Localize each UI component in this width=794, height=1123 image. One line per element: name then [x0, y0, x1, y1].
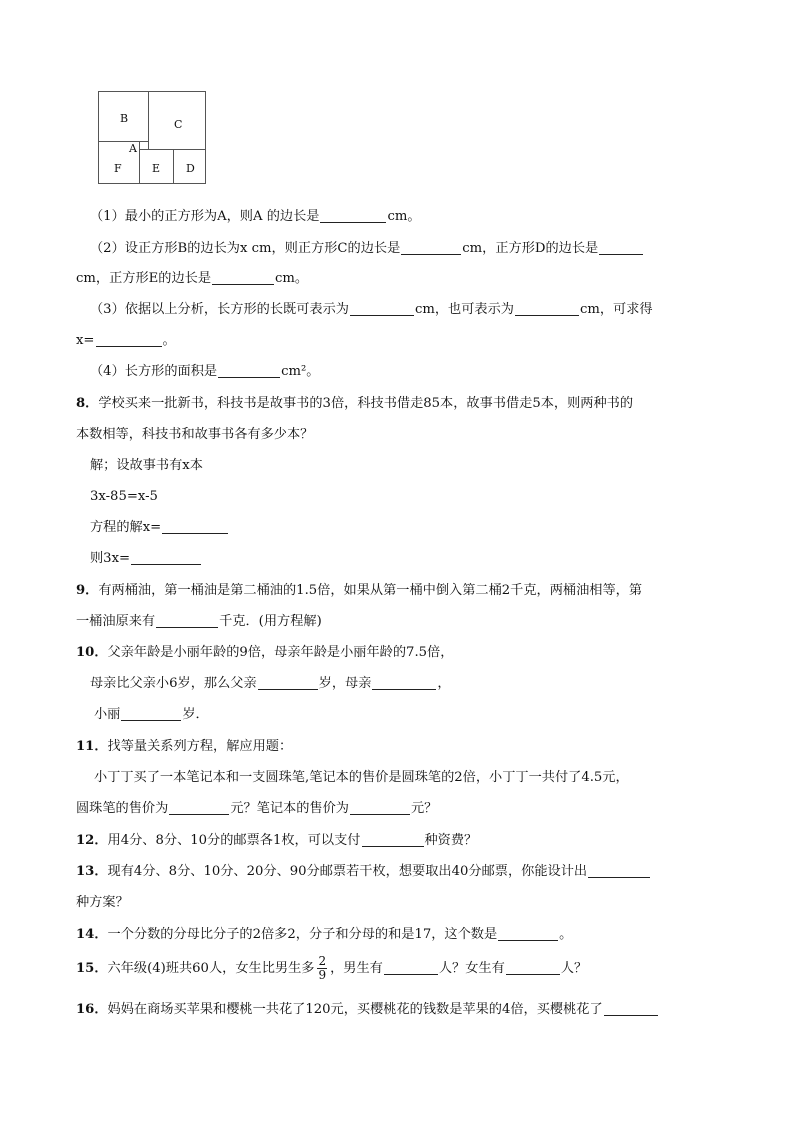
answer-blank[interactable]	[258, 675, 318, 690]
question-13-cont	[76, 894, 129, 912]
label-b: B	[120, 112, 129, 125]
answer-blank[interactable]	[498, 926, 558, 941]
text: 找等量关系列方程，解应用题：	[107, 739, 293, 754]
part-3	[90, 301, 653, 319]
answer-blank[interactable]	[156, 613, 218, 628]
question-8-cont	[76, 426, 313, 444]
text: 元？	[411, 801, 438, 816]
part-1	[90, 208, 421, 226]
text: 。	[559, 927, 573, 942]
label-f: F	[114, 162, 122, 175]
text: 千克．(用方程解)	[219, 614, 322, 629]
text: 母亲比父亲小6岁，那么父亲	[90, 676, 257, 691]
question-8-solution-x	[90, 519, 229, 537]
text: 元？笔记本的售价为	[230, 801, 349, 816]
text: 解；设故事书有x本	[90, 458, 203, 473]
question-9	[76, 582, 642, 600]
answer-blank[interactable]	[169, 800, 229, 815]
label-c: C	[174, 118, 183, 131]
text: 本数相等，科技书和故事书各有多少本？	[76, 427, 314, 442]
text: （1）最小的正方形为A，则A 的边长是	[90, 209, 320, 224]
text: cm。	[387, 209, 421, 224]
text: 岁．	[182, 707, 209, 722]
figure-line	[173, 149, 174, 183]
answer-blank[interactable]	[350, 800, 410, 815]
part-2-cont	[76, 270, 308, 288]
question-10	[76, 644, 453, 662]
question-number: 16．	[76, 1002, 108, 1017]
text: 用4分、8分、10分的邮票各1枚，可以支付	[107, 833, 361, 848]
question-14	[76, 926, 572, 944]
text: ，男生有	[330, 961, 383, 976]
question-number: 12．	[76, 833, 108, 848]
part-2	[90, 240, 644, 258]
answer-blank[interactable]	[401, 240, 461, 255]
answer-blank[interactable]	[506, 960, 560, 975]
answer-blank[interactable]	[384, 960, 438, 975]
text: 有两桶油，第一桶油是第二桶油的1.5倍，如果从第一桶中倒入第二桶2千克，两桶油相等，第	[98, 583, 643, 598]
question-8	[76, 395, 633, 413]
answer-blank[interactable]	[131, 550, 201, 565]
question-16	[76, 1001, 659, 1019]
question-number: 14．	[76, 927, 108, 942]
answer-blank[interactable]	[218, 363, 280, 378]
text: 。	[162, 333, 176, 348]
text: 则3x=	[90, 551, 131, 566]
question-11-cont	[94, 769, 629, 787]
text: 一个分数的分母比分子的2倍多2，分子和分母的和是17，这个数是	[107, 927, 498, 942]
answer-blank[interactable]	[212, 270, 274, 285]
part-3-cont	[76, 332, 176, 350]
part-4	[90, 363, 319, 381]
text: 种资费？	[424, 833, 478, 848]
question-8-equation	[90, 488, 158, 506]
text: 3x-85=x-5	[90, 489, 158, 504]
question-number: 11．	[76, 739, 108, 754]
text: 小丽	[94, 707, 121, 722]
figure-line	[139, 141, 140, 183]
text: 现有4分、8分、10分、20分、90分邮票若干枚，想要取出40分邮票，你能设计出	[107, 864, 588, 879]
fraction	[317, 955, 327, 982]
text: cm，也可表示为	[414, 302, 514, 317]
text: 一桶油原来有	[76, 614, 156, 629]
text: cm。	[275, 271, 309, 286]
question-number: 9．	[76, 583, 99, 598]
text: 人？	[560, 961, 588, 976]
answer-blank[interactable]	[320, 208, 386, 223]
text: cm，正方形D的边长是	[462, 241, 599, 256]
label-e: E	[152, 162, 161, 175]
question-number: 8．	[76, 396, 99, 411]
label-d: D	[186, 162, 195, 175]
text: 妈妈在商场买苹果和樱桃一共花了120元，买樱桃花的钱数是苹果的4倍，买樱桃花了	[107, 1002, 603, 1017]
question-8-solution	[90, 457, 203, 475]
answer-blank[interactable]	[350, 301, 414, 316]
text: cm，正方形E的边长是	[76, 271, 212, 286]
question-12	[76, 832, 477, 850]
question-15	[76, 953, 587, 985]
text: 方程的解x=	[90, 520, 162, 535]
text: cm²。	[281, 364, 320, 379]
question-9-cont	[76, 613, 322, 631]
text: x=	[76, 333, 95, 348]
question-10-cont	[90, 675, 451, 693]
text: （3）依据以上分析，长方形的长既可表示为	[90, 302, 349, 317]
text: （4）长方形的面积是	[90, 364, 218, 379]
answer-blank[interactable]	[372, 675, 436, 690]
text: 岁，母亲	[318, 676, 372, 691]
text: 学校买来一批新书，科技书是故事书的3倍，科技书借走85本，故事书借走5本，则两种书的	[98, 396, 634, 411]
fraction-denominator: 9	[318, 968, 327, 982]
text: 六年级(4)班共60人，女生比男生多	[107, 961, 315, 976]
text: 人？女生有	[438, 961, 505, 976]
answer-blank[interactable]	[362, 832, 424, 847]
question-10-cont-2	[94, 706, 209, 724]
text: ，	[437, 676, 451, 691]
answer-blank[interactable]	[515, 301, 579, 316]
question-number: 10．	[76, 645, 108, 660]
text: 圆珠笔的售价为	[76, 801, 169, 816]
text: 父亲年龄是小丽年龄的9倍，母亲年龄是小丽年龄的7.5倍，	[107, 645, 454, 660]
figure-line	[99, 141, 148, 142]
text: cm，可求得	[579, 302, 653, 317]
answer-blank[interactable]	[604, 1001, 658, 1016]
question-8-solution-3x	[90, 550, 202, 568]
figure-line	[139, 149, 205, 150]
question-13	[76, 863, 651, 881]
answer-blank[interactable]	[162, 519, 228, 534]
text: 小丁丁买了一本笔记本和一支圆珠笔,笔记本的售价是圆珠笔的2倍，小丁丁一共付了4.5元，	[94, 770, 629, 785]
question-11-cont-2	[76, 800, 437, 818]
question-number: 13．	[76, 864, 108, 879]
text: 种方案？	[76, 895, 129, 910]
label-a: A	[129, 142, 137, 155]
answer-blank[interactable]	[588, 863, 650, 878]
question-11	[76, 738, 292, 756]
text: （2）设正方形B的边长为x cm，则正方形C的边长是	[90, 241, 401, 256]
answer-blank[interactable]	[121, 706, 181, 721]
fraction-numerator: 2	[318, 954, 327, 968]
figure-line	[148, 92, 149, 149]
squares-figure	[98, 91, 206, 184]
answer-blank[interactable]	[96, 332, 162, 347]
answer-blank[interactable]	[599, 240, 643, 255]
question-number: 15．	[76, 961, 108, 976]
